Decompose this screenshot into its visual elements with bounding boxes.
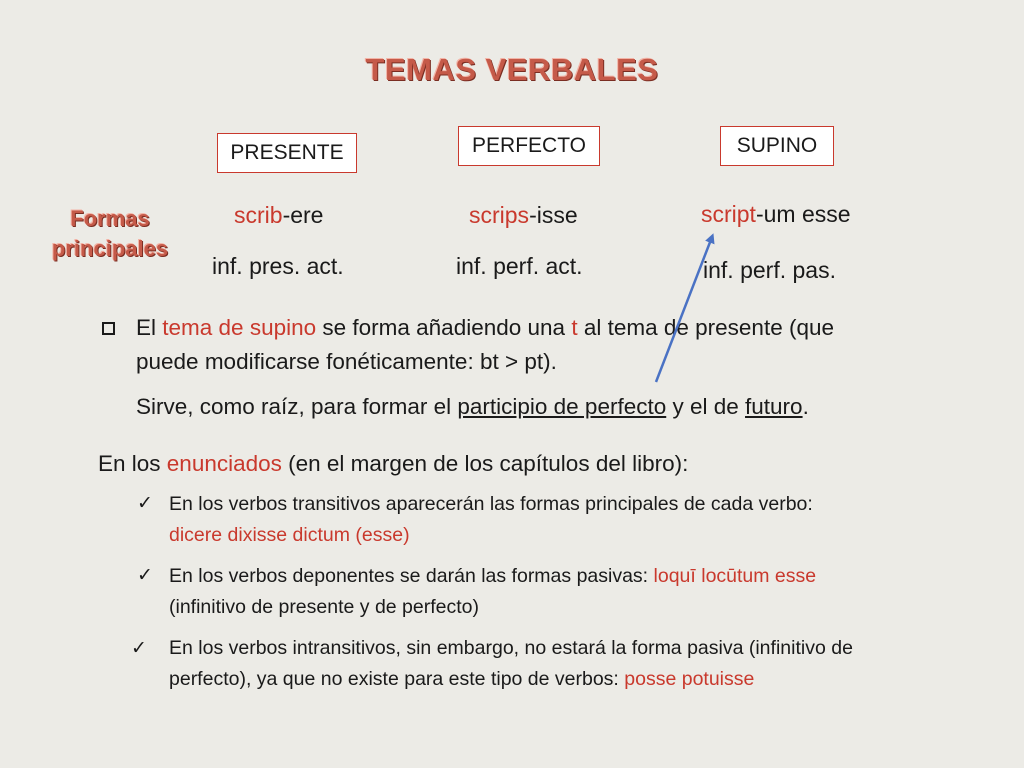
checkmark-icon: ✓	[131, 638, 147, 659]
header-supino-label: SUPINO	[736, 134, 818, 157]
underlined-participio: participio de perfecto	[457, 394, 667, 419]
check-deponentes-example: loquī locūtum esse	[653, 565, 817, 587]
stem-perfecto-ending: -isse	[529, 202, 578, 228]
enunciados-part: (en el margen de los capítulos del libro):	[281, 451, 689, 476]
stem-supino-root: script	[701, 201, 756, 227]
stem-presente-ending: -ere	[282, 202, 324, 228]
header-perfecto-label: PERFECTO	[472, 134, 586, 157]
check-intransitivos-line1: En los verbos intransitivos, sin embargo, no estará la forma pasiva (infinitivo de	[169, 637, 853, 659]
check-transitivos-example: dicere dixisse dictum (esse)	[169, 524, 410, 546]
label-inf-perf-act: inf. perf. act.	[456, 253, 583, 279]
underlined-futuro: futuro	[745, 394, 803, 419]
checkmark-icon: ✓	[137, 493, 153, 514]
stem-perfecto-root: scrips	[469, 202, 530, 228]
highlight-enunciados: enunciados	[166, 451, 282, 476]
sirve-part: y el de	[666, 394, 746, 419]
checkmark-icon: ✓	[137, 565, 153, 586]
header-presente-label: PRESENTE	[230, 141, 344, 164]
check-deponentes-part: En los verbos deponentes se darán las formas pasivas:	[169, 565, 654, 587]
stem-supino-ending: -um esse	[755, 201, 851, 227]
check-intransitivos-example: posse potuisse	[624, 668, 755, 690]
arrow-line	[656, 237, 712, 382]
highlight-t: t	[571, 315, 578, 340]
sirve-part: .	[802, 394, 809, 419]
enunciados-part: En los	[98, 451, 167, 476]
stem-presente-root: scrib	[234, 202, 283, 228]
highlight-tema-supino: tema de supino	[162, 315, 317, 340]
check-intransitivos-part: perfecto), ya que no existe para este tipo de verbos:	[169, 668, 625, 690]
formas-label-line2: principales	[51, 236, 169, 261]
formas-label-line1: Formas	[70, 206, 150, 231]
slide-title: TEMAS VERBALES	[365, 52, 659, 87]
label-inf-perf-pas: inf. perf. pas.	[703, 257, 836, 283]
bullet-text-part: El	[136, 315, 163, 340]
label-inf-pres-act: inf. pres. act.	[212, 253, 344, 279]
check-transitivos-line1: En los verbos transitivos aparecerán las formas principales de cada verbo:	[169, 493, 813, 515]
bullet-text-part: al tema de presente (que	[577, 315, 834, 340]
bullet-text-part: se forma añadiendo una	[316, 315, 572, 340]
sirve-part: Sirve, como raíz, para formar el	[136, 394, 458, 419]
bullet-supino-line2: puede modificarse fonéticamente: bt > pt).	[136, 349, 557, 374]
check-deponentes-line2: (infinitivo de presente y de perfecto)	[169, 596, 480, 618]
